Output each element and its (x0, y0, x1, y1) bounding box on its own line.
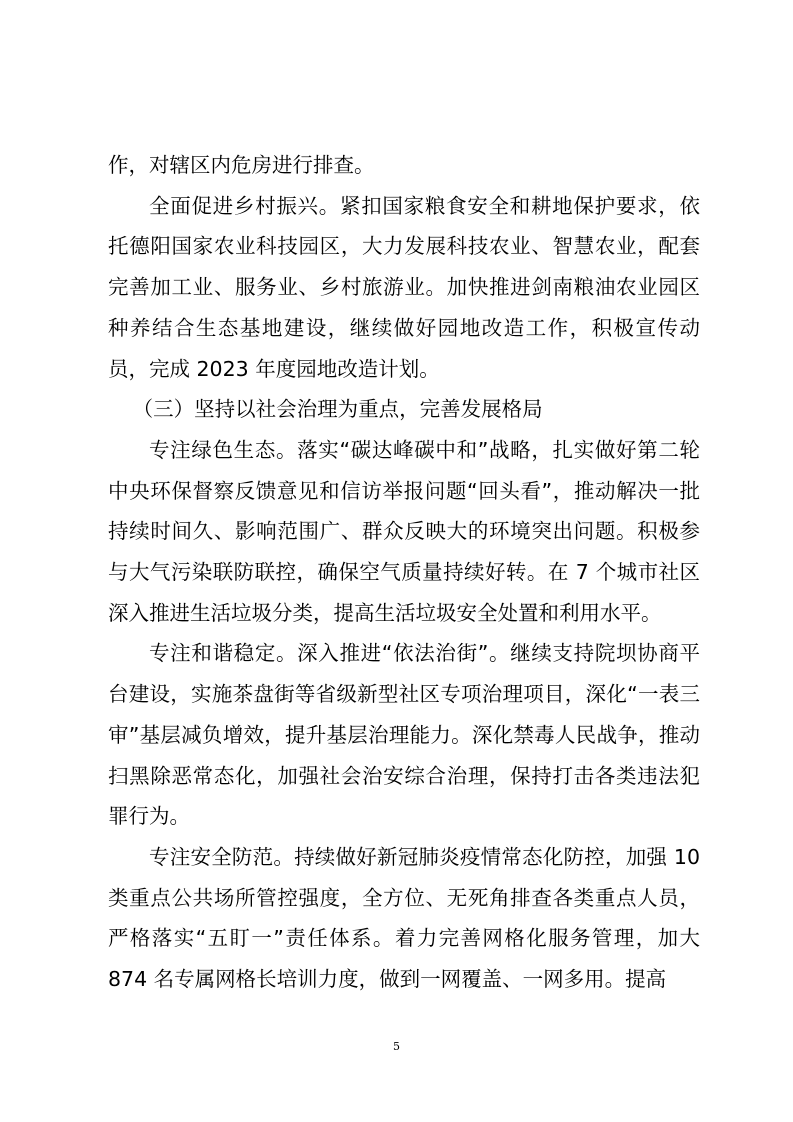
paragraph-continuation: 作，对辖区内危房进行排查。 (108, 153, 375, 177)
paragraph-rural-revitalization: 全面促进乡村振兴。紧扣国家粮食安全和耕地保护要求，依托德阳国家农业科技园区，大力发展科技农业、智慧农业，配套完善加工业、服务业、乡村旅游业。加快推进剑南粮油农业园区种养结合生态基地建设，继续做好园地改造工作，积极宣传动员，完成 2023 年度园地改造计划。 (108, 193, 700, 381)
page-number: 5 (393, 1040, 400, 1053)
paragraph-harmony-stability: 专注和谐稳定。深入推进“依法治街”。继续支持院坝协商平台建设，实施茶盘街等省级新型社区专项治理项目，深化“一表三审”基层减负增效，提升基层治理能力。深化禁毒人民战争，推动扫黑除恶常态化，加强社会治安综合治理，保持打击各类违法犯罪行为。 (108, 641, 700, 829)
paragraph-safety-prevention: 专注安全防范。持续做好新冠肺炎疫情常态化防控，加强 10 类重点公共场所管控强度，全方位、无死角排查各类重点人员，严格落实“五盯一”责任体系。着力完善网格化服务管理，加大 874 名专属网格长培训力度，做到一网覆盖、一网多用。提高 (108, 844, 700, 992)
paragraph-green-ecology: 专注绿色生态。落实“碳达峰碳中和”战略，扎实做好第二轮中央环保督察反馈意见和信访举报问题“回头看”，推动解决一批持续时间久、影响范围广、群众反映大的环境突出问题。积极参与大气污染联防联控，确保空气质量持续好转。在 7 个城市社区深入推进生活垃圾分类，提高生活垃圾安全处置和利用水平。 (108, 437, 700, 625)
document-body (108, 145, 700, 1000)
section-heading: （三）坚持以社会治理为重点，完善发展格局 (132, 397, 543, 422)
